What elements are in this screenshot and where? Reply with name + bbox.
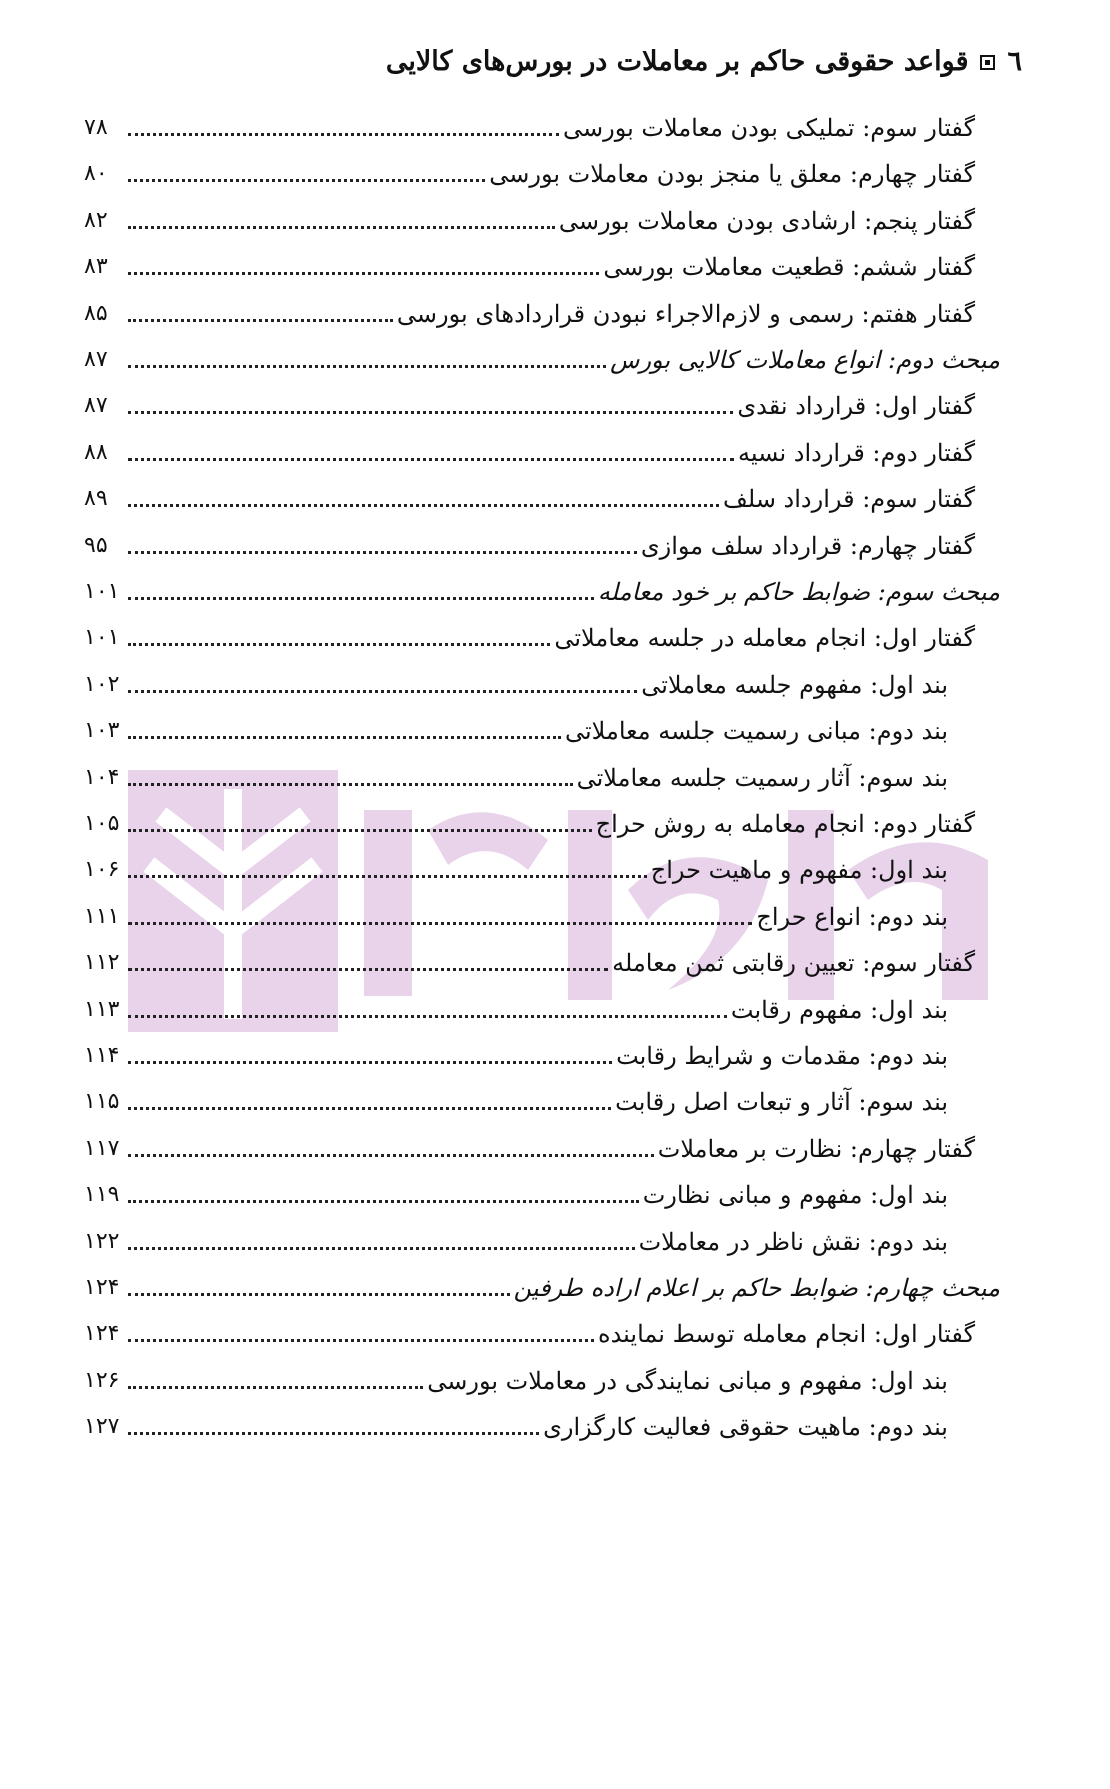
toc-chapter-entry bbox=[84, 1127, 975, 1167]
toc-subsection-entry bbox=[84, 1359, 948, 1399]
toc-entry-title: مبحث دوم: انواع معاملات کالایی بورس bbox=[610, 346, 1000, 374]
dot-leader bbox=[128, 596, 594, 600]
toc-entry-title: بند سوم: آثار رسمیت جلسه معاملاتی bbox=[576, 763, 948, 792]
dot-leader bbox=[128, 1385, 423, 1389]
dot-leader bbox=[128, 225, 555, 229]
toc-chapter-entry bbox=[84, 106, 975, 146]
dot-leader bbox=[128, 689, 637, 693]
dot-leader bbox=[128, 271, 599, 275]
dot-leader bbox=[128, 410, 733, 414]
toc-subsection-entry bbox=[84, 1405, 948, 1445]
toc-section-entry bbox=[84, 1266, 1000, 1306]
dot-leader bbox=[128, 782, 573, 786]
dot-leader bbox=[128, 1338, 594, 1342]
toc-entry-page: ۱۲۷ bbox=[84, 1414, 120, 1440]
dot-leader bbox=[128, 1153, 654, 1157]
toc-entry-page: ۱۱۹ bbox=[84, 1182, 120, 1208]
toc-entry-page: ۱۱۳ bbox=[84, 996, 120, 1022]
toc-entry-page: ۱۱۱ bbox=[84, 903, 120, 929]
toc-entry-title: بند دوم: ماهیت حقوقی فعالیت کارگزاری bbox=[543, 1413, 948, 1442]
dot-leader bbox=[128, 364, 606, 368]
dot-leader bbox=[128, 1060, 612, 1064]
dot-leader bbox=[128, 503, 719, 507]
dot-leader bbox=[128, 1292, 510, 1296]
toc-section-entry bbox=[84, 570, 1000, 610]
toc-entry-page: ۱۰۶ bbox=[84, 857, 120, 883]
toc-entry-page: ۱۰۱ bbox=[84, 579, 120, 604]
toc-entry-title: بند اول: مفهوم رقابت bbox=[730, 995, 948, 1024]
dot-leader bbox=[128, 735, 561, 739]
toc-entry-page: ۱۱۷ bbox=[84, 1135, 120, 1161]
toc-entry-page: ۸۷ bbox=[84, 393, 108, 419]
toc-entry-title: گفتار چهارم: نظارت بر معاملات bbox=[657, 1134, 975, 1163]
toc-entry-title: بند اول: مفهوم جلسه معاملاتی bbox=[641, 670, 948, 699]
toc-entry-page: ۸۰ bbox=[84, 161, 108, 187]
toc-entry-title: گفتار ششم: قطعیت معاملات بورسی bbox=[603, 253, 975, 282]
toc-entry-page: ۱۲۶ bbox=[84, 1367, 120, 1393]
toc-entry-page: ۱۱۵ bbox=[84, 1089, 120, 1115]
toc-subsection-entry bbox=[84, 848, 948, 888]
toc-entry-title: بند اول: مفهوم و مبانی نظارت bbox=[642, 1181, 948, 1210]
book-title: قواعد حقوقی حاکم بر معاملات در بورس‌های کالایی bbox=[385, 46, 969, 77]
toc-subsection-entry bbox=[84, 1080, 948, 1120]
dot-leader bbox=[128, 550, 637, 554]
toc-chapter-entry bbox=[84, 941, 975, 981]
toc-entry-title: گفتار اول: انجام معامله در جلسه معاملاتی bbox=[554, 624, 975, 653]
dot-leader bbox=[128, 1014, 727, 1018]
toc-subsection-entry bbox=[84, 895, 948, 935]
dot-leader bbox=[128, 457, 734, 461]
toc-entry-page: ۸۵ bbox=[84, 300, 108, 326]
toc-entry-title: بند اول: مفهوم و مبانی نمایندگی در معاملات بورسی bbox=[427, 1366, 948, 1395]
toc-chapter-entry bbox=[84, 245, 975, 285]
toc-entry-title: بند دوم: مبانی رسمیت جلسه معاملاتی bbox=[564, 717, 948, 746]
toc-entry-title: گفتار اول: انجام معامله توسط نماینده bbox=[598, 1320, 975, 1349]
dot-leader bbox=[128, 1431, 539, 1435]
toc-entry-title: بند اول: مفهوم و ماهیت حراج bbox=[650, 856, 948, 885]
toc-subsection-entry bbox=[84, 756, 948, 796]
toc-subsection-entry bbox=[84, 988, 948, 1028]
toc-chapter-entry bbox=[84, 524, 975, 564]
toc-subsection-entry bbox=[84, 709, 948, 749]
dot-leader bbox=[128, 1106, 611, 1110]
toc-entry-page: ۱۰۱ bbox=[84, 625, 120, 651]
dot-leader bbox=[128, 132, 559, 136]
toc-entry-title: گفتار سوم: تملیکی بودن معاملات بورسی bbox=[563, 114, 975, 142]
dot-leader bbox=[128, 318, 393, 322]
toc-chapter-entry bbox=[84, 431, 975, 471]
toc-chapter-entry bbox=[84, 152, 975, 192]
toc-entry-title: گفتار دوم: انجام معامله به روش حراج bbox=[595, 810, 975, 838]
toc-subsection-entry bbox=[84, 1173, 948, 1213]
toc-entry-page: ۱۱۴ bbox=[84, 1043, 120, 1068]
toc-entry-title: مبحث چهارم: ضوابط حاکم بر اعلام اراده طرفین bbox=[513, 1274, 1000, 1302]
toc-entry-page: ۱۲۴ bbox=[84, 1275, 120, 1300]
toc-entry-title: گفتار دوم: قرارداد نسیه bbox=[737, 438, 975, 467]
toc-entry-page: ۱۰۲ bbox=[84, 671, 120, 697]
toc-subsection-entry bbox=[84, 1220, 948, 1260]
page-number: ٦ bbox=[1007, 46, 1022, 77]
toc-entry-page: ۸۷ bbox=[84, 347, 108, 372]
toc-entry-page: ۸۹ bbox=[84, 486, 108, 512]
toc-entry-page: ۷۸ bbox=[84, 115, 108, 140]
toc-chapter-entry bbox=[84, 802, 975, 842]
toc-subsection-entry bbox=[84, 663, 948, 703]
toc-entry-title: گفتار پنجم: ارشادی بودن معاملات بورسی bbox=[558, 206, 975, 235]
toc-subsection-entry bbox=[84, 1034, 948, 1074]
toc-entry-page: ۸۲ bbox=[84, 207, 108, 233]
toc-chapter-entry bbox=[84, 384, 975, 424]
dot-leader bbox=[128, 828, 592, 832]
toc-entry-title: گفتار اول: قرارداد نقدی bbox=[737, 392, 975, 421]
toc-entry-title: گفتار چهارم: معلق یا منجز بودن معاملات بورسی bbox=[489, 160, 975, 189]
toc-entry-title: مبحث سوم: ضوابط حاکم بر خود معامله bbox=[597, 578, 1000, 606]
toc-chapter-entry bbox=[84, 199, 975, 239]
dot-leader bbox=[128, 178, 485, 182]
toc-section-entry bbox=[84, 338, 1000, 378]
toc-entry-page: ۱۲۲ bbox=[84, 1228, 120, 1254]
toc-chapter-entry bbox=[84, 1312, 975, 1352]
toc-entry-page: ۱۲۴ bbox=[84, 1321, 120, 1347]
dot-leader bbox=[128, 1199, 639, 1203]
toc-entry-page: ۸۳ bbox=[84, 254, 108, 280]
toc-entry-page: ۱۰۴ bbox=[84, 764, 120, 790]
toc-chapter-entry bbox=[84, 477, 975, 517]
toc-entry-title: گفتار سوم: قرارداد سلف bbox=[723, 485, 975, 514]
toc-entry-page: ۱۱۲ bbox=[84, 950, 120, 976]
dot-leader bbox=[128, 874, 647, 878]
toc-entry-title: بند دوم: انواع حراج bbox=[756, 902, 948, 931]
toc-entry-title: گفتار چهارم: قرارداد سلف موازی bbox=[640, 531, 975, 560]
toc-entry-page: ۸۸ bbox=[84, 439, 108, 465]
toc-entry-page: ۱۰۳ bbox=[84, 718, 120, 744]
toc-chapter-entry bbox=[84, 292, 975, 332]
toc-chapter-entry bbox=[84, 616, 975, 656]
toc-entry-title: گفتار هفتم: رسمی و لازم‌الاجراء نبودن قراردادهای بورسی bbox=[396, 299, 975, 328]
toc-entry-page: ۹۵ bbox=[84, 532, 108, 558]
dot-leader bbox=[128, 921, 752, 925]
toc-entry-title: گفتار سوم: تعیین رقابتی ثمن معامله bbox=[612, 949, 975, 978]
toc-entry-title: بند دوم: مقدمات و شرایط رقابت bbox=[616, 1042, 948, 1070]
toc-entry-title: بند دوم: نقش ناظر در معاملات bbox=[638, 1227, 948, 1256]
dot-leader bbox=[128, 642, 550, 646]
toc-entry-page: ۱۰۵ bbox=[84, 811, 120, 836]
dot-leader bbox=[128, 1246, 635, 1250]
toc-entry-title: بند سوم: آثار و تبعات اصل رقابت bbox=[615, 1088, 948, 1117]
dot-leader bbox=[128, 967, 608, 971]
